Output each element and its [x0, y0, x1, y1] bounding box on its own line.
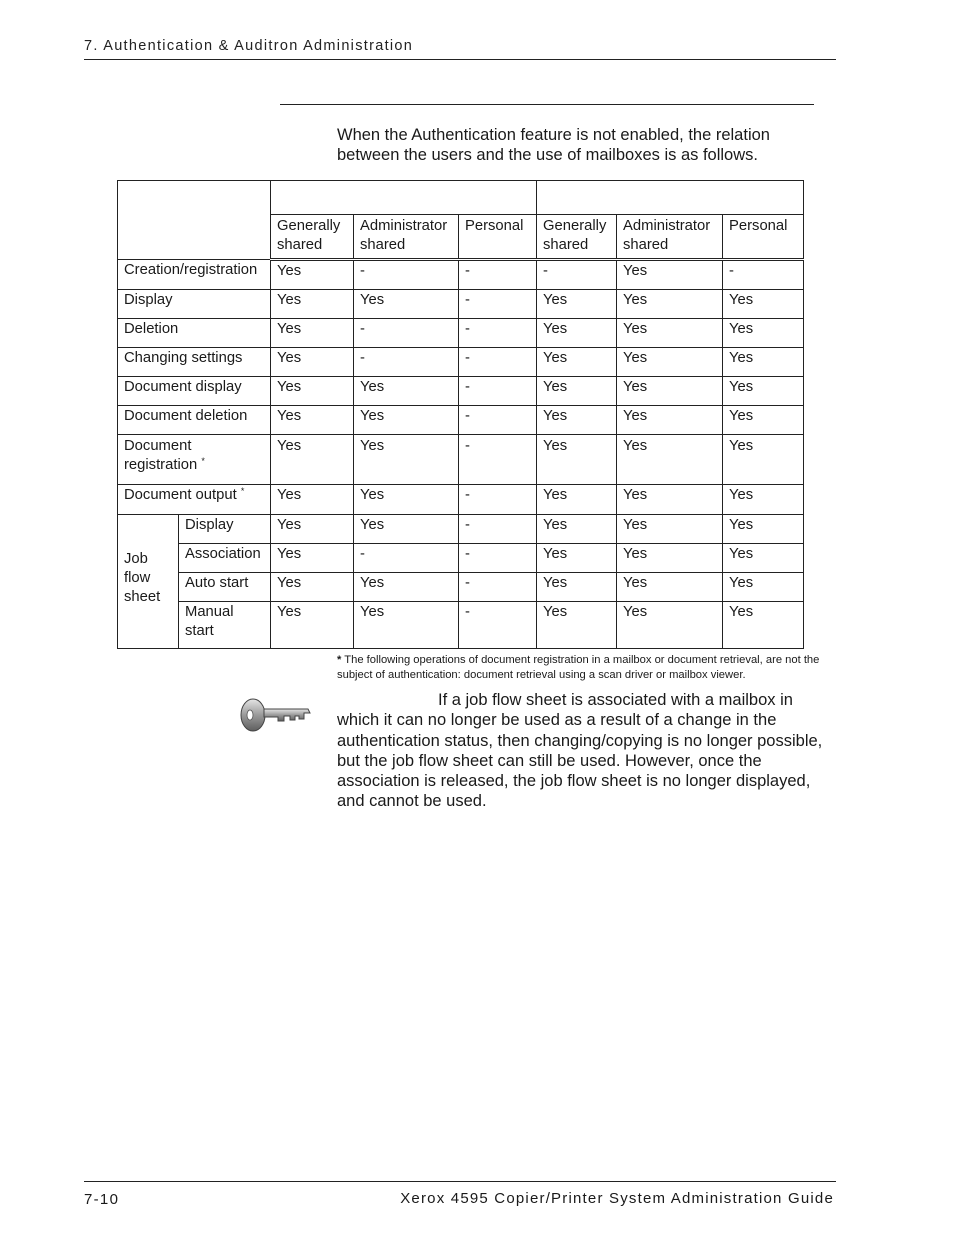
table-cell: Yes	[271, 544, 354, 573]
table-row	[118, 573, 804, 602]
table-row	[118, 348, 804, 377]
section-divider	[280, 104, 814, 105]
header-divider	[84, 59, 836, 60]
table-cell: -	[459, 406, 537, 435]
table-cell: Yes	[723, 602, 804, 649]
table-cell: Yes	[271, 319, 354, 348]
table-cell: Yes	[537, 544, 617, 573]
row-label-text: Changing settings	[124, 350, 243, 366]
table-cell: Yes	[537, 515, 617, 544]
row-label-text: Document display	[124, 379, 242, 395]
note-paragraph: If a job flow sheet is associated with a mailbox in which it can no longer be used as a result of a change in the authentication status, then changing/copying is no longer possible, but the job flow sheet can still be used. However, once the association is released, the job flow sheet is no longer displayed, and cannot be used.	[337, 691, 823, 811]
table-cell: Yes	[537, 348, 617, 377]
row-label-text: Deletion	[124, 321, 179, 337]
table-cell: Yes	[617, 377, 723, 406]
table-cell: Yes	[271, 348, 354, 377]
column-header: Personal	[723, 215, 804, 260]
table-cell: Yes	[723, 435, 804, 485]
table-cell: Yes	[271, 260, 354, 290]
table-cell: Yes	[617, 348, 723, 377]
column-header: Personal	[459, 215, 537, 260]
table-cell: Yes	[617, 602, 723, 649]
table-row	[118, 290, 804, 319]
intro-paragraph: When the Authentication feature is not enabled, the relation between the users and the use of mailboxes is as follows.	[337, 126, 770, 164]
footnote	[337, 653, 837, 683]
row-label: Manual start	[179, 602, 271, 649]
table-cell: Yes	[354, 573, 459, 602]
table-cell: Yes	[617, 485, 723, 515]
table-cell: Yes	[537, 290, 617, 319]
row-label	[118, 319, 271, 348]
table-cell: Yes	[537, 602, 617, 649]
table-row	[118, 602, 804, 649]
row-label-text: Document output	[124, 487, 237, 503]
footnote-marker: *	[201, 456, 205, 466]
table-cell: Yes	[537, 485, 617, 515]
table-cell: Yes	[537, 435, 617, 485]
table-cell: -	[354, 319, 459, 348]
table-cell: -	[459, 377, 537, 406]
table-cell: Yes	[271, 602, 354, 649]
page-number: 7-10	[84, 1191, 120, 1208]
table-cell: Yes	[271, 406, 354, 435]
row-label-text: Document registration	[124, 438, 198, 473]
row-label	[118, 435, 271, 485]
table-cell: -	[459, 544, 537, 573]
footnote-mark: *	[337, 654, 342, 666]
table-cell: -	[537, 260, 617, 290]
table-cell: Yes	[271, 573, 354, 602]
table-cell: Yes	[537, 573, 617, 602]
table-row	[118, 515, 804, 544]
table-cell: -	[723, 260, 804, 290]
table-cell: Yes	[271, 290, 354, 319]
footer-divider	[84, 1181, 836, 1182]
table-row	[118, 406, 804, 435]
row-label	[118, 260, 271, 290]
row-label	[118, 377, 271, 406]
group-header	[271, 181, 537, 215]
table-row	[118, 319, 804, 348]
table-cell: Yes	[354, 485, 459, 515]
table-cell: Yes	[723, 406, 804, 435]
column-header: Administrator shared	[354, 215, 459, 260]
table-cell: Yes	[271, 435, 354, 485]
table-cell: Yes	[723, 573, 804, 602]
table-cell: Yes	[617, 319, 723, 348]
table-cell: Yes	[723, 290, 804, 319]
table-cell: Yes	[723, 348, 804, 377]
table-row	[118, 544, 804, 573]
row-label: Auto start	[179, 573, 271, 602]
table-cell: -	[459, 290, 537, 319]
row-label-text: Document deletion	[124, 408, 248, 424]
chapter-header: 7. Authentication & Auditron Administration	[84, 38, 414, 54]
table-cell: -	[354, 348, 459, 377]
table-cell: Yes	[354, 290, 459, 319]
table-cell: Yes	[271, 377, 354, 406]
table-row	[118, 485, 804, 515]
guide-title: Xerox 4595 Copier/Printer System Administration Guide	[400, 1190, 834, 1207]
table-cell: -	[459, 485, 537, 515]
table-cell: Yes	[617, 406, 723, 435]
table-cell: -	[459, 348, 537, 377]
table-cell: Yes	[354, 435, 459, 485]
table-cell: Yes	[354, 602, 459, 649]
table-cell: Yes	[354, 406, 459, 435]
column-header: Generally shared	[537, 215, 617, 260]
table-cell: Yes	[537, 377, 617, 406]
table-cell: Yes	[723, 377, 804, 406]
table-cell: Yes	[537, 319, 617, 348]
table-cell: Yes	[537, 406, 617, 435]
table-cell: -	[354, 260, 459, 290]
table-cell: -	[459, 319, 537, 348]
table-cell: Yes	[271, 485, 354, 515]
table-cell: Yes	[617, 573, 723, 602]
table-cell: Yes	[723, 319, 804, 348]
table-row	[118, 435, 804, 485]
table-cell: -	[459, 260, 537, 290]
table-cell: Yes	[271, 515, 354, 544]
table-cell: Yes	[723, 544, 804, 573]
table-cell: Yes	[617, 544, 723, 573]
table-cell: Yes	[723, 485, 804, 515]
table-cell: Yes	[723, 515, 804, 544]
table-cell: Yes	[617, 515, 723, 544]
row-label	[118, 406, 271, 435]
footnote-marker: *	[240, 486, 245, 496]
table-cell: Yes	[617, 435, 723, 485]
corner-cell	[118, 181, 271, 260]
footnote-text: The following operations of document registration in a mailbox or document retrieval, are not the subject of authentication: document retrieval using a scan driver or mailbox viewer.	[337, 654, 820, 681]
table-cell: Yes	[617, 290, 723, 319]
table-cell: -	[459, 573, 537, 602]
table-cell: -	[354, 544, 459, 573]
job-flow-sheet-label: Job flow sheet	[118, 515, 179, 649]
row-label-text: Creation/registration	[124, 262, 258, 278]
table-cell: -	[459, 435, 537, 485]
table-cell: Yes	[354, 515, 459, 544]
table-cell: -	[459, 515, 537, 544]
row-label	[118, 485, 271, 515]
table-row	[118, 260, 804, 290]
table-row	[118, 377, 804, 406]
mailbox-permissions-table	[117, 180, 804, 649]
row-label: Display	[179, 515, 271, 544]
table-cell: Yes	[354, 377, 459, 406]
table-cell: Yes	[617, 260, 723, 290]
group-header	[537, 181, 804, 215]
table-header-row	[118, 181, 804, 215]
key-icon	[238, 695, 312, 735]
row-label	[118, 348, 271, 377]
row-label-text: Display	[124, 292, 173, 308]
column-header: Administrator shared	[617, 215, 723, 260]
column-header: Generally shared	[271, 215, 354, 260]
row-label: Association	[179, 544, 271, 573]
row-label	[118, 290, 271, 319]
table-cell: -	[459, 602, 537, 649]
